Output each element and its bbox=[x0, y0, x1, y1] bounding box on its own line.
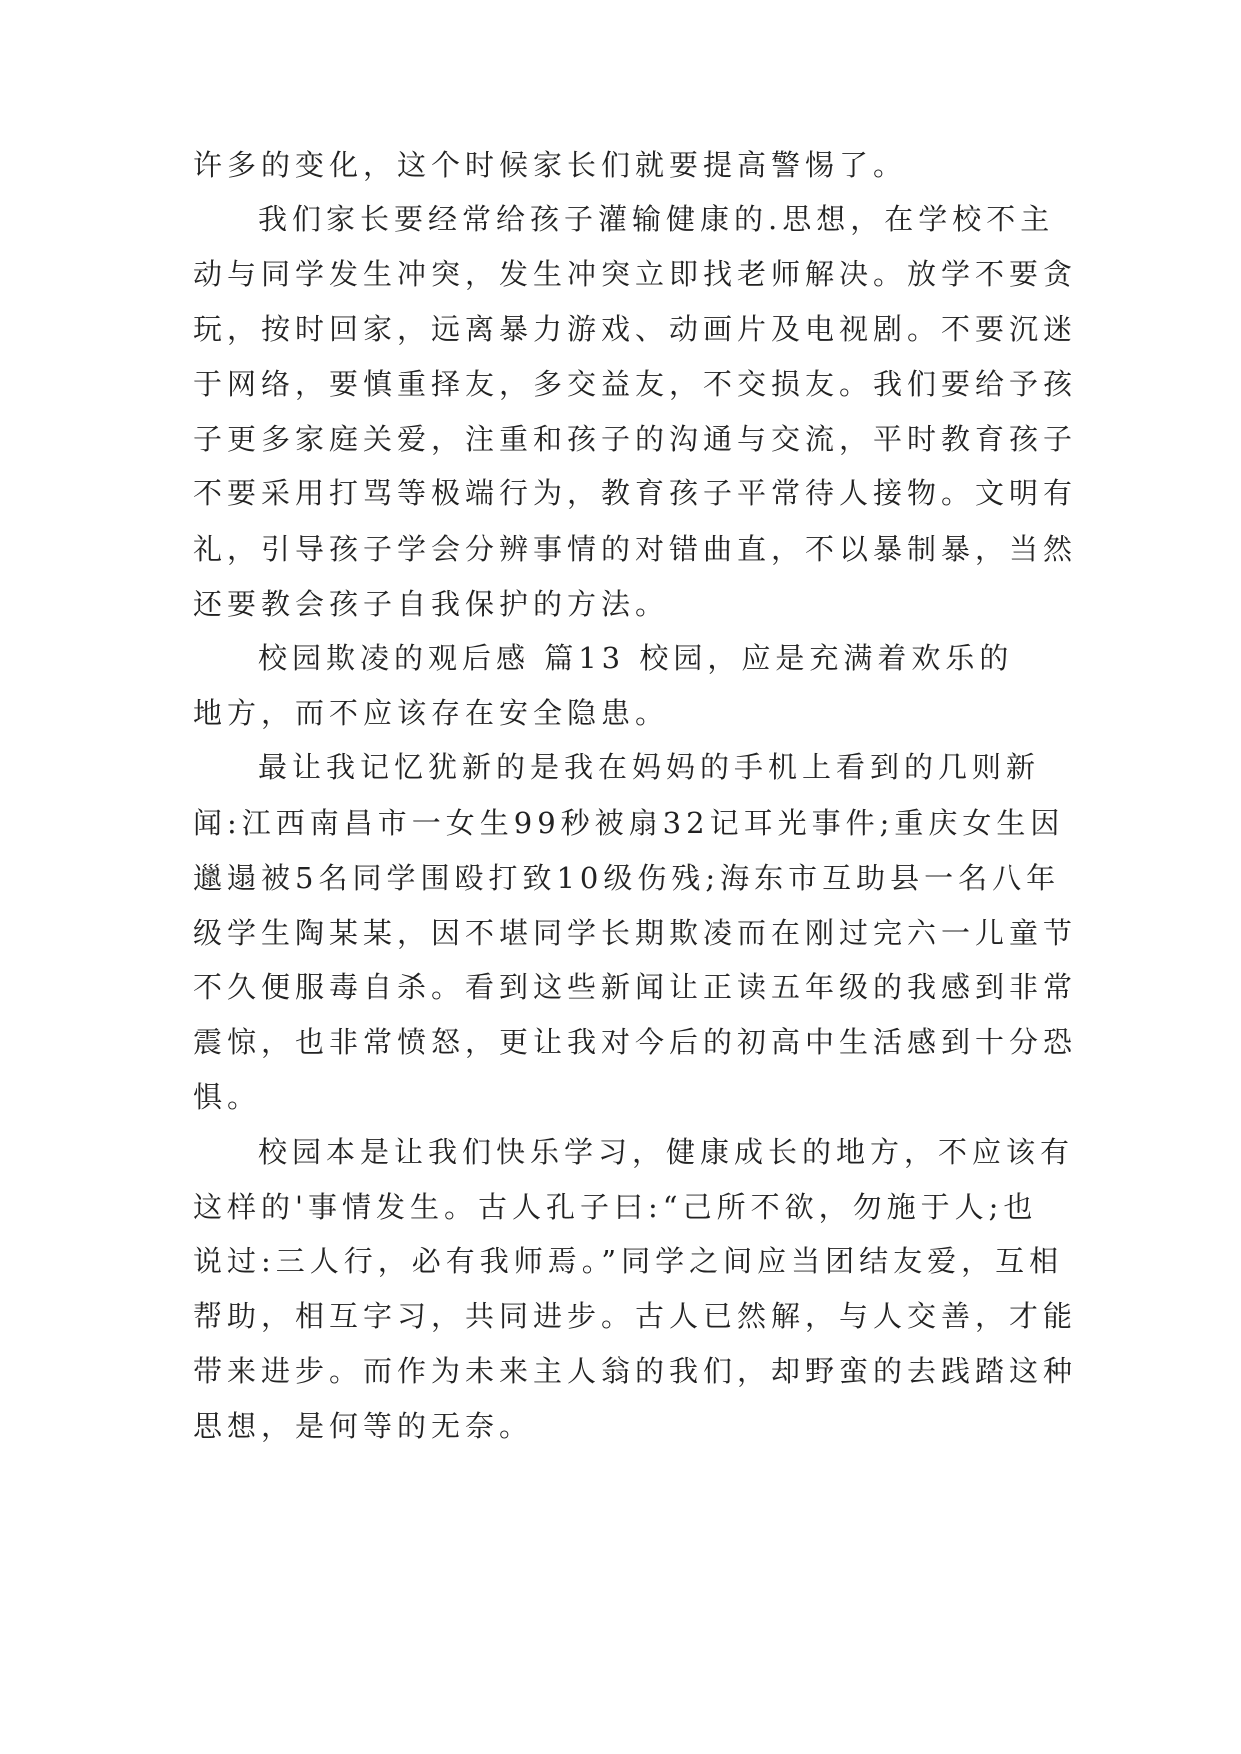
text-line: 闻:江西南昌市一女生99秒被扇32记耳光事件;重庆女生因 bbox=[193, 806, 1065, 840]
text-line: 不要采用打骂等极端行为，教育孩子平常待人接物。文明有 bbox=[193, 476, 1078, 510]
paragraph-first-line: 校园本是让我们快乐学习，健康成长的地方，不应该有 bbox=[258, 1135, 1075, 1169]
text-line: 思想，是何等的无奈。 bbox=[193, 1409, 534, 1443]
text-line: 还要教会孩子自我保护的方法。 bbox=[193, 587, 670, 621]
text-line: 震惊，也非常愤怒，更让我对今后的初高中生活感到十分恐 bbox=[193, 1025, 1078, 1059]
text-line: 惧。 bbox=[193, 1080, 262, 1114]
text-line: 级学生陶某某，因不堪同学长期欺凌而在刚过完六一儿童节 bbox=[193, 916, 1078, 950]
text-line: 带来进步。而作为未来主人翁的我们，却野蛮的去践踏这种 bbox=[193, 1354, 1078, 1388]
text-line: 不久便服毒自杀。看到这些新闻让正读五年级的我感到非常 bbox=[193, 970, 1078, 1004]
text-line: 这样的'事情发生。古人孔子曰:“己所不欲，勿施于人;也 bbox=[193, 1190, 1038, 1224]
paragraph-first-line: 最让我记忆犹新的是我在妈妈的手机上看到的几则新 bbox=[258, 750, 1041, 784]
text-line: 许多的变化，这个时候家长们就要提高警惕了。 bbox=[193, 148, 908, 182]
text-line: 说过:三人行，必有我师焉。”同学之间应当团结友爱，互相 bbox=[193, 1244, 1064, 1278]
text-line: 玩，按时回家，远离暴力游戏、动画片及电视剧。不要沉迷 bbox=[193, 312, 1078, 346]
text-line: 地方，而不应该存在安全隐患。 bbox=[193, 696, 670, 730]
text-line: 动与同学发生冲突，发生冲突立即找老师解决。放学不要贪 bbox=[193, 257, 1078, 291]
text-line: 于网络，要慎重择友，多交益友，不交损友。我们要给予孩 bbox=[193, 367, 1078, 401]
text-line: 帮助，相互字习，共同进步。古人已然解，与人交善，才能 bbox=[193, 1299, 1078, 1333]
paragraph-first-line: 我们家长要经常给孩子灌输健康的.思想，在学校不主 bbox=[258, 202, 1055, 236]
section-heading-line: 校园欺凌的观后感 篇13 校园，应是充满着欢乐的 bbox=[258, 641, 1014, 675]
text-line: 子更多家庭关爱，注重和孩子的沟通与交流，平时教育孩子 bbox=[193, 422, 1078, 456]
text-line: 邋遢被5名同学围殴打致10级伤残;海东市互助县一名八年 bbox=[193, 861, 1061, 895]
text-line: 礼，引导孩子学会分辨事情的对错曲直，不以暴制暴，当然 bbox=[193, 532, 1078, 566]
